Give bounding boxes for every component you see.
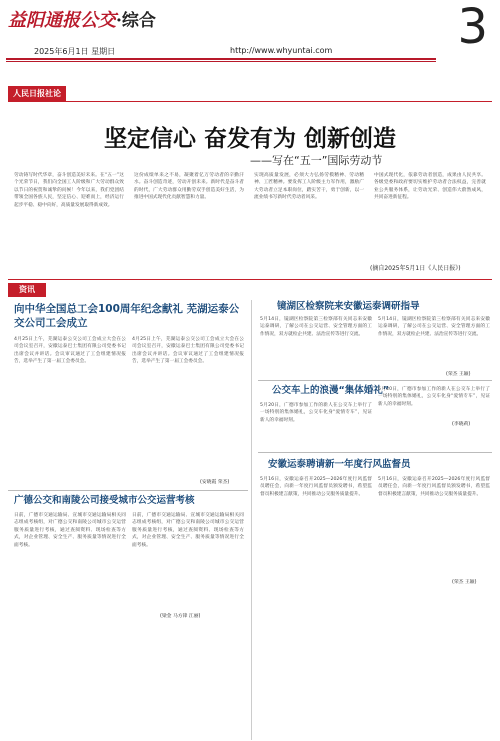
article-body-continued: 5月16日，安徽运泰召开2025—2026年度行风监督员聘任会，向新一年度行风监督员颁发聘书，希望监督员积极建言献策，共同推动公交服务质量提升。 (378, 477, 490, 497)
article-body-continued: 5月14日，镜湖区检察院第三检察部有关同志来安徽运泰调研，了解公司在公交运营、安全管理方面的工作情况，双方就检企共建、法治宣传等进行交流。 (378, 317, 490, 337)
article-body-continued: 4月25日上午，芜湖运泰公交公司工会成立大会在公司会议室召开，安徽运泰巴士集团有限公司党委书记出席会议并讲话。会议审议通过了工会组建情况报告，选举产生了第一届工会委员会。 (132, 337, 244, 365)
masthead-rule (6, 58, 436, 60)
article-credit: (梁金 马方锋 江丽) (160, 614, 201, 619)
feature-column-4: 中国式现代化，依靠劳动者创造，成果由人民共享。各级党委和政府要切实维护劳动者合法权益，完善就业公共服务体系，让劳动光荣、创造伟大蔚然成风，共同奋进新征程。 (374, 173, 486, 201)
feature-tag: 人民日报社论 (8, 86, 66, 101)
article-credit: (荣杰 王颖) (446, 372, 471, 377)
article-divider (8, 490, 248, 491)
brand-name: 益阳通报公交 (8, 10, 116, 31)
feature-subtitle: ——写在“五一”国际劳动节 (250, 154, 383, 167)
article-title[interactable]: 安徽运泰聘请新一年度行风监督员 (268, 459, 411, 470)
article-title[interactable]: 广德公交和南陵公司接受城市公交运营考核 (14, 495, 195, 506)
article-title[interactable]: 公交车上的浪漫“集体婚礼” (272, 385, 389, 396)
article-credit: (安晓霞 荣杰) (200, 480, 230, 485)
feature-column-2: 这份成绩单来之不易，凝聚着亿万劳动者的辛勤汗水。奋斗创造奇迹，劳动开创未来。新时代是奋斗者的时代，广大劳动群众用勤劳双手创造美好生活，为推进中国式现代化贡献智慧和力量。 (134, 173, 244, 201)
article-body: 5月20日，广德市参加工作的新人在公交车上举行了一场特别的集体婚礼，公交车化身“爱情专车”，见证新人的幸福时刻。 (260, 403, 372, 423)
news-tag: 资讯 (8, 283, 46, 297)
feature-column-1: 劳动铸写时代华章，奋斗创造美好未来。在“五一”这个光荣节日，我们向全国工人阶级和广大劳动群众致以节日的祝贺和诚挚的问候！今年以来，我们党团结带领全国各族人民，坚定信心、迎难而上，经济运行起步平稳、稳中向好，高质量发展取得新成效。 (14, 173, 124, 208)
website-url[interactable]: http://www.whyuntai.com (230, 46, 333, 55)
newspaper-brand (8, 6, 156, 32)
section-name: ·综合 (116, 11, 156, 31)
article-divider (258, 452, 492, 453)
feature-title: 坚定信心 奋发有为 创新创造 (103, 126, 396, 152)
article-credit: (李晓莉) (452, 422, 471, 427)
column-separator (251, 300, 252, 740)
section-divider (8, 279, 492, 280)
issue-date: 2025年6月1日 星期日 (34, 47, 116, 56)
page-number: 3 (457, 0, 488, 55)
article-divider (258, 380, 492, 381)
article-title[interactable]: 向中华全国总工会100周年纪念献礼 芜湖运泰公交公司工会成立 (14, 303, 240, 329)
article-title[interactable]: 镜湖区检察院来安徽运泰调研指导 (277, 301, 420, 312)
article-body: 日前，广德市交通运输局、宣城市交通运输局相关同志组成考核组，对广德公交和南陵公司城市公交运营服务质量进行考核，通过查阅资料、现场检查等方式，对企业管理、安全生产、服务质量等情况进行全面考核。 (14, 513, 126, 548)
article-body-continued: 日前，广德市交通运输局、宣城市交通运输局相关同志组成考核组，对广德公交和南陵公司城市公交运营服务质量进行考核，通过查阅资料、现场检查等方式，对企业管理、安全生产、服务质量等情况进行全面考核。 (132, 513, 244, 548)
feature-source: (摘自2025年5月1日《人民日报》) (370, 265, 461, 272)
masthead-rule-thin (6, 61, 436, 62)
feature-column-3: 实现高质量发展，必须大力弘扬劳模精神、劳动精神、工匠精神。要发挥工人阶级主力军作用，激励广大劳动者立足本职岗位，踏实苦干，勇于创新，以一流业绩书写新时代劳动者风采。 (254, 173, 364, 201)
article-credit: (荣杰 王颖) (452, 580, 477, 585)
masthead (0, 0, 500, 65)
article-body: 5月14日，镜湖区检察院第三检察部有关同志来安徽运泰调研，了解公司在公交运营、安全管理方面的工作情况，双方就检企共建、法治宣传等进行交流。 (260, 317, 372, 337)
article-body-continued: 5月20日，广德市参加工作的新人在公交车上举行了一场特别的集体婚礼，公交车化身“爱情专车”，见证新人的幸福时刻。 (378, 387, 490, 407)
feature-tag-line (8, 101, 492, 102)
article-body: 5月16日，安徽运泰召开2025—2026年度行风监督员聘任会，向新一年度行风监督员颁发聘书，希望监督员积极建言献策，共同推动公交服务质量提升。 (260, 477, 372, 497)
article-body: 4月25日上午，芜湖运泰公交公司工会成立大会在公司会议室召开，安徽运泰巴士集团有限公司党委书记出席会议并讲话。会议审议通过了工会组建情况报告，选举产生了第一届工会委员会。 (14, 337, 126, 365)
